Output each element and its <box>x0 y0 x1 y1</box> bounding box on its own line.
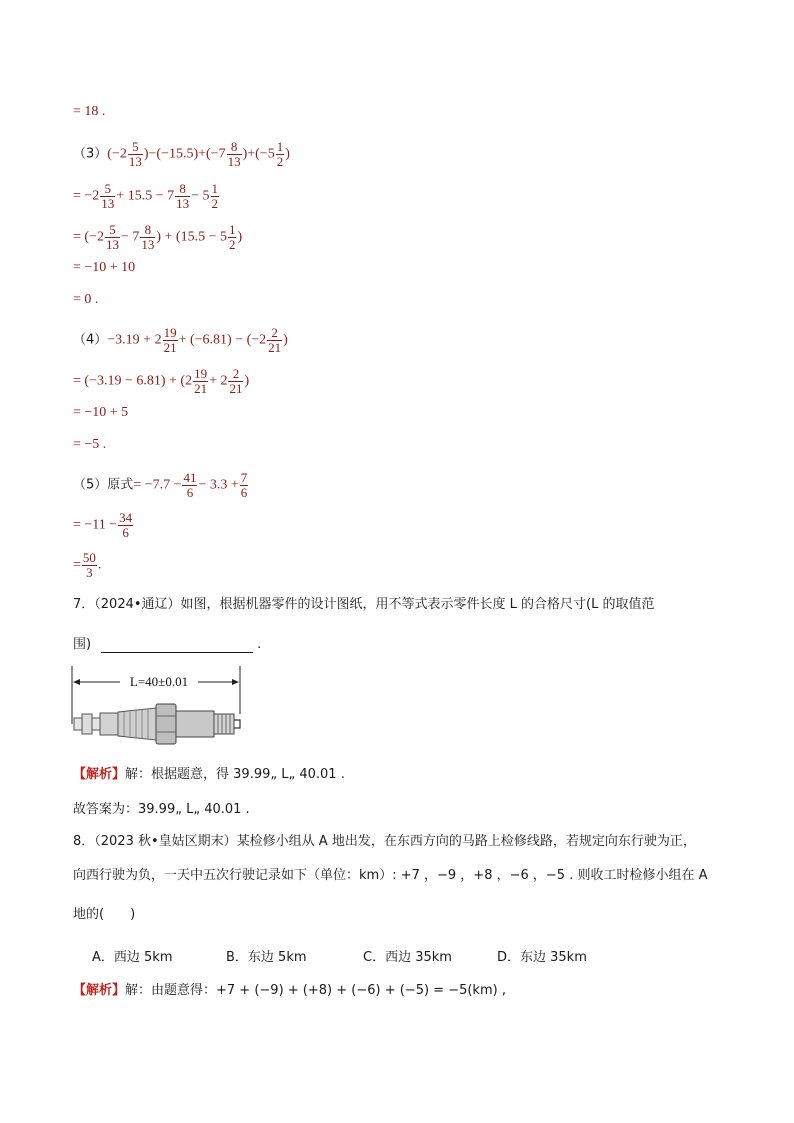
answer-blank[interactable] <box>101 638 253 653</box>
fraction: $\frac{5}{13}$ <box>128 139 142 169</box>
fraction: $\frac{8}{13}$ <box>141 222 155 252</box>
dimension-label: L=40±0.01 <box>129 674 189 689</box>
sol-line: = 0 . <box>73 292 99 307</box>
question-7-text: 围) . <box>73 637 262 652</box>
sol-line: = (−3.19 − 6.81) + (2 $\frac{19}{21}$ + 2 $\frac{2}{21}$ ) <box>73 366 250 396</box>
option-a[interactable]: A．西边 5km <box>92 950 173 965</box>
sol-line: = −5 . <box>73 437 107 452</box>
analysis-tag: 【解析】 <box>73 767 126 782</box>
question-8-analysis: 【解析】解：由题意得：+7 + (−9) + (+8) + (−6) + (−5) = −5(km) , <box>73 983 506 998</box>
question-7-text: 7．（2024•通辽）如图，根据机器零件的设计图纸，用不等式表示零件长度 L 的合格尺寸(L 的取值范 <box>73 597 655 612</box>
fraction: $\frac{41}{6}$ <box>183 470 197 500</box>
sol-line: （3）(−2 $\frac{5}{13}$ )−(−15.5)+(−7 $\frac{8}{13}$ )+(−5 $\frac{1}{2}$ ) <box>73 139 290 169</box>
fraction: $\frac{34}{6}$ <box>119 510 133 540</box>
fraction: $\frac{19}{21}$ <box>163 325 177 355</box>
sol-line: （5）原式= −7.7 − $\frac{41}{6}$ − 3.3 + $\frac{7}{6}$ <box>73 470 248 500</box>
question-7-analysis: 【解析】解：根据题意，得 39.99„ L„ 40.01 . <box>73 767 345 782</box>
fraction: $\frac{50}{3}$ <box>82 550 96 580</box>
sol-line: = 18 . <box>73 104 106 119</box>
fraction: $\frac{5}{13}$ <box>101 181 115 211</box>
fraction: $\frac{1}{2}$ <box>276 139 284 169</box>
fraction: $\frac{1}{2}$ <box>211 181 218 211</box>
fraction: $\frac{8}{13}$ <box>227 139 241 169</box>
question-8-text: 地的( ) <box>73 907 136 922</box>
fraction: $\frac{5}{13}$ <box>105 222 119 252</box>
fraction: $\frac{2}{21}$ <box>229 366 243 396</box>
question-7-answer: 故答案为：39.99„ L„ 40.01 . <box>73 802 250 817</box>
sol-line: = −10 + 10 <box>73 260 136 275</box>
fraction: $\frac{19}{21}$ <box>194 366 208 396</box>
question-8-text: 向西行驶为负，一天中五次行驶记录如下（单位：km）: +7 ，−9 ，+8 ，−6 ，−5 . 则收工时检修小组在 A <box>73 868 708 883</box>
fraction: $\frac{8}{13}$ <box>176 181 190 211</box>
fraction: $\frac{1}{2}$ <box>228 222 236 252</box>
spark-plug-figure <box>70 664 244 754</box>
fraction: $\frac{7}{6}$ <box>240 470 248 500</box>
sol-line: = $\frac{50}{3}$ . <box>73 550 102 580</box>
option-d[interactable]: D．东边 35km <box>497 950 587 965</box>
fraction: $\frac{2}{21}$ <box>268 325 282 355</box>
option-b[interactable]: B．东边 5km <box>226 950 307 965</box>
option-c[interactable]: C．西边 35km <box>363 950 452 965</box>
sol-line: = −10 + 5 <box>73 405 129 420</box>
sol-line: = −11 − $\frac{34}{6}$ <box>73 510 133 540</box>
analysis-tag: 【解析】 <box>73 983 126 998</box>
sol-line: = (−2 $\frac{5}{13}$ − 7 $\frac{8}{13}$ ) + (15.5 − 5 $\frac{1}{2}$ ) <box>73 222 243 252</box>
question-8-text: 8．（2023 秋•皇姑区期末）某检修小组从 A 地出发，在东西方向的马路上检修线路，若规定向东行驶为正， <box>73 834 696 849</box>
sol-line: = −2 $\frac{5}{13}$ + 15.5 − 7 $\frac{8}{13}$ − 5 $\frac{1}{2}$ <box>73 181 218 211</box>
sol-line: （4）−3.19 + 2 $\frac{19}{21}$ + (−6.81) − (−2 $\frac{2}{21}$ ) <box>73 325 288 355</box>
